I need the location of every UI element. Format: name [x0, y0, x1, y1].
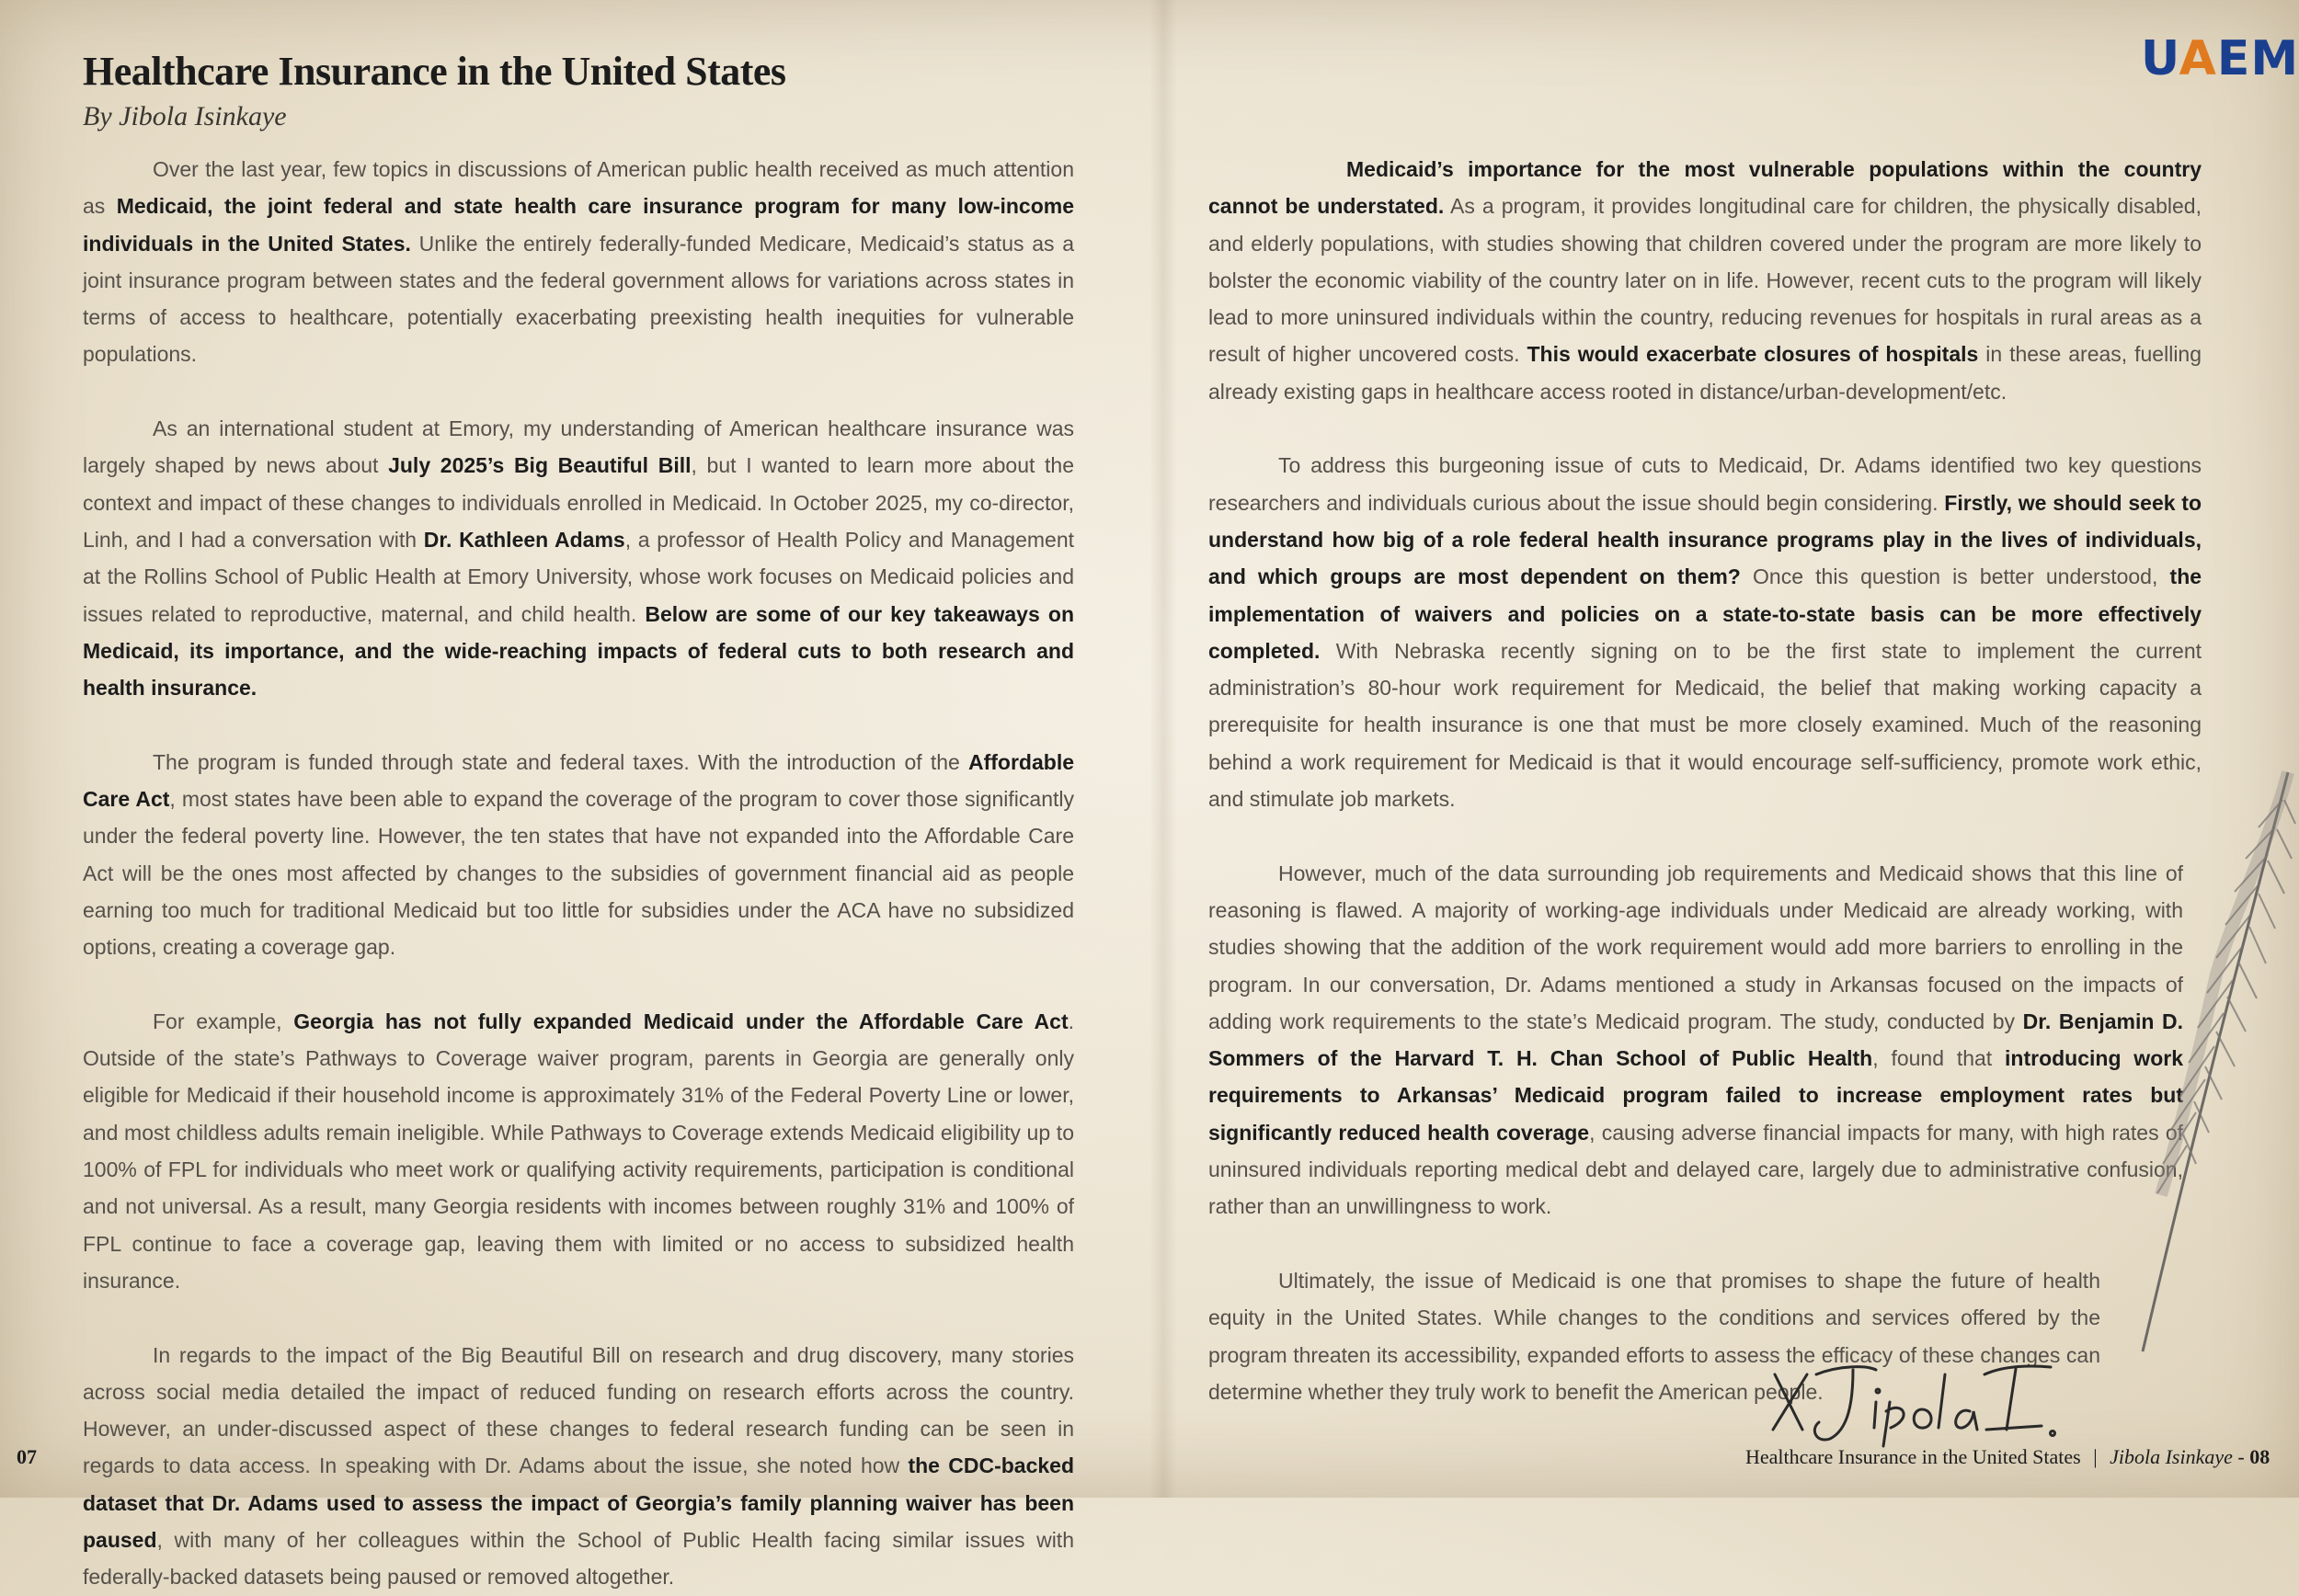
- footer-title: Healthcare Insurance in the United States: [1745, 1445, 2081, 1468]
- article-byline: By Jibola Isinkaye: [83, 101, 287, 131]
- footer-author: Jibola Isinkaye: [2110, 1445, 2233, 1468]
- footer-separator: |: [2093, 1445, 2098, 1468]
- paragraph-questions: To address this burgeoning issue of cuts to Medicaid, Dr. Adams identified two key questions researchers and individuals curious about the issue should begin considering. Firstly, we should seek to understand how big of a role federal health insurance programs play in the lives of individuals, and which groups are most dependent on them? Once this question is better understood, the implementation of waivers and policies on a state-to-state basis can be more effectively completed. With Nebraska recently signing on to be the first state to implement the current administration’s 80-hour work requirement for Medicaid, the belief that making working capacity a prerequisite for health insurance is one that must be more closely examined. Much of the reasoning behind a work requirement for Medicaid is that it would encourage self-sufficiency, promote work ethic, and stimulate job markets.: [1208, 453, 2202, 812]
- paragraph-interview: As an international student at Emory, my understanding of American healthcare insurance was largely shaped by news about July 2025’s Big Beautiful Bill, but I wanted to learn more about the context and impact of these changes to individuals enrolled in Medicaid. In October 2025, my co-director, Linh, and I had a conversation with Dr. Kathleen Adams, a professor of Health Policy and Management at the Rollins School of Public Health at Emory University, whose work focuses on Medicaid policies and issues related to reproductive, maternal, and child health. Below are some of our key takeaways on Medicaid, its importance, and the wide-reaching impacts of federal cuts to both research and health insurance.: [83, 416, 1075, 701]
- logo-text: UAEM: [2141, 31, 2299, 86]
- quill-feather-icon: [2078, 763, 2299, 1370]
- paragraph-intro: Over the last year, few topics in discussions of American public health received as much attention as Medicaid, the joint federal and state health care insurance program for many low-income individuals in the United States. Unlike the entirely federally-funded Medicare, Medicaid’s status as a joint insurance program between states and the federal government allows for variations across states in terms of access to healthcare, potentially exacerbating preexisting health inequities for vulnerable populations.: [83, 157, 1075, 367]
- left-column: [83, 151, 1074, 1596]
- article-title: Healthcare Insurance in the United States: [83, 49, 786, 94]
- paragraph-conclusion: Ultimately, the issue of Medicaid is one that promises to shape the future of health equity in the United States. While changes to the conditions and services offered by the program threaten its accessibility, expanded efforts to assess the efficacy of these changes can determine whether they truly work to benefit the American people.: [1208, 1268, 2100, 1404]
- paragraph-importance: Medicaid’s importance for the most vulnerable populations within the country cannot be understated. As a program, it provides longitudinal care for children, the physically disabled, and elderly populations, with studies showing that children covered under the program are more likely to bolster the economic viability of the country later on in life. However, recent cuts to the program will likely lead to more uninsured individuals within the country, reducing revenues for hospitals in rural areas as a result of higher uncovered costs. This would exacerbate closures of hospitals in these areas, fuelling already existing gaps in healthcare access rooted in distance/urban-development/etc.: [1208, 157, 2202, 404]
- right-page-number: 08: [2249, 1445, 2270, 1468]
- left-page-number: 07: [17, 1445, 37, 1468]
- uaem-logo: [2141, 31, 2299, 86]
- running-footer: [1745, 1445, 2270, 1469]
- paragraph-work-requirements: However, much of the data surrounding job requirements and Medicaid shows that this line of reasoning is flawed. A majority of working-age individuals under Medicaid are already working, with studies showing that the addition of the work requirement would add more barriers to enrolling in the program. In our conversation, Dr. Adams mentioned a study in Arkansas focused on the impacts of adding work requirements to the state’s Medicaid program. The study, conducted by Dr. Benjamin D. Sommers of the Harvard T. H. Chan School of Public Health, found that introducing work requirements to Arkansas’ Medicaid program failed to increase employment rates but significantly reduced health coverage, causing adverse financial impacts for many, with high rates of uninsured individuals reporting medical debt and delayed care, largely due to administrative confusion, rather than an unwillingness to work.: [1208, 861, 2184, 1219]
- right-column: [1208, 151, 2202, 1410]
- paragraph-research: In regards to the impact of the Big Beautiful Bill on research and drug discovery, many stories across social media detailed the impact of reduced funding on research efforts across the country. However, an under-discussed aspect of these changes to federal research funding can be seen in regards to data access. In speaking with Dr. Adams about the issue, she noted how the CDC-backed dataset that Dr. Adams used to assess the impact of Georgia’s family planning waiver has been paused, with many of her colleagues within the School of Public Health facing similar issues with federally-backed datasets being paused or removed altogether.: [83, 1342, 1075, 1590]
- footer-dash: -: [2237, 1445, 2245, 1468]
- page-spine: [1150, 0, 1177, 1498]
- paragraph-funding: The program is funded through state and federal taxes. With the introduction of the Affordable Care Act, most states have been able to expand the coverage of the program to cover those significantly under the federal poverty line. However, the ten states that have not expanded into the Affordable Care Act will be the ones most affected by changes to the subsidies of government financial aid as people earning too much for traditional Medicaid but too little for subsidies under the ACA have no subsidized options, creating a coverage gap.: [83, 749, 1074, 960]
- author-signature: [1766, 1338, 2060, 1448]
- paragraph-georgia: For example, Georgia has not fully expanded Medicaid under the Affordable Care Act. Outside of the state’s Pathways to Coverage waiver program, parents in Georgia are generally only eligible for Medicaid if their household income is approximately 31% of the Federal Poverty Line or lower, and most childless adults remain ineligible. While Pathways to Coverage extends Medicaid eligibility up to 100% of FPL for individuals who meet work or qualifying activity requirements, participation is conditional and not universal. As a result, many Georgia residents with incomes between roughly 31% and 100% of FPL continue to face a coverage gap, leaving them with limited or no access to subsidized health insurance.: [83, 1009, 1075, 1293]
